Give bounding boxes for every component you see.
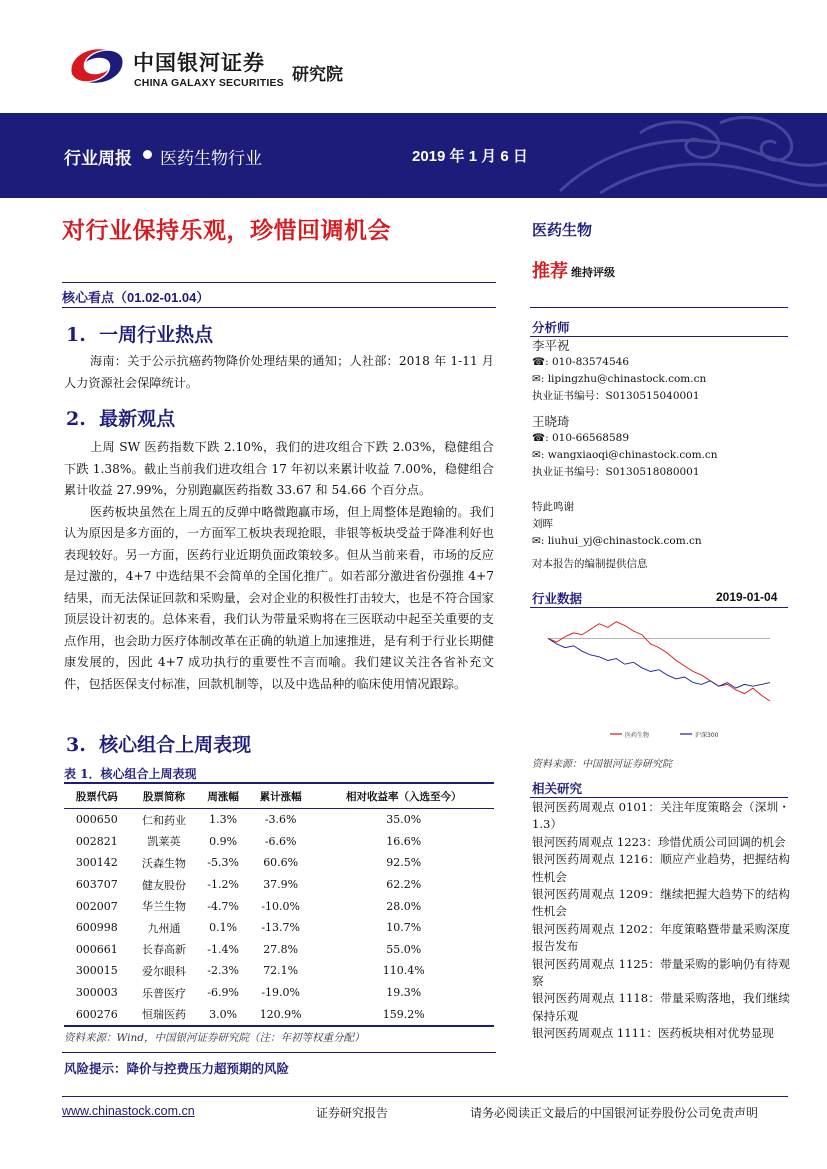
footer-disclaimer: 请务必阅读正文最后的中国银河证券股份公司免责声明 xyxy=(470,1106,759,1120)
chart-series-line xyxy=(548,622,770,701)
table-cell: 35.0% xyxy=(386,813,422,827)
section-heading-3: 3. 核心组合上周表现 xyxy=(66,734,252,756)
table-cell: 凯莱英 xyxy=(147,835,181,849)
table-cell: 长春高新 xyxy=(142,943,186,957)
analyst-2: 王晓琦 ☎: 010-66568589 ✉: wangxiaoqi@chinastock.com.cn 执业证书编号：S0130518080001 xyxy=(532,412,790,481)
footer-url-link[interactable]: www.chinastock.com.cn xyxy=(62,1104,195,1118)
table-cell: 沃森生物 xyxy=(142,856,186,870)
section-heading-2: 2. 最新观点 xyxy=(66,408,176,430)
divider xyxy=(530,797,788,798)
portfolio-table xyxy=(64,782,494,1027)
divider xyxy=(62,282,496,283)
table-cell: -6.9% xyxy=(207,986,239,1000)
risk-warning: 风险提示：降价与控费压力超预期的风险 xyxy=(64,1061,290,1076)
table-cell: 600276 xyxy=(64,1003,130,1026)
divider xyxy=(530,607,788,608)
related-research-list xyxy=(532,799,790,1043)
table-header-row xyxy=(64,783,494,809)
table-cell: -2.3% xyxy=(207,964,239,978)
analyst-phone: 010-66568589 xyxy=(551,432,630,444)
related-item[interactable]: 银河医药周观点 1209：继续把握大趋势下的结构性机会 xyxy=(532,887,790,919)
company-name-en: CHINA GALAXY SECURITIES xyxy=(134,77,284,89)
related-item[interactable]: 银河医药周观点 1125：带量采购的影响仍有待观察 xyxy=(532,956,790,989)
acknowledgement: 特此鸣谢 刘晖 ✉: liuhui_yj@chinastock.com.cn 对本报告的编制提供信息 xyxy=(532,499,790,573)
table-cell: -4.7% xyxy=(207,899,239,913)
analyst-1: 李平祝 ☎: 010-83574546 ✉: lipingzhu@chinastock.com.cn 执业证书编号：S0130515040001 xyxy=(532,336,790,405)
table-cell: 92.5% xyxy=(386,856,422,870)
table-cell: 72.1% xyxy=(263,964,299,978)
rating-sub: 维持评级 xyxy=(571,266,615,279)
related-item[interactable]: 银河医药周观点 1118：带量采购落地，我们继续保持乐观 xyxy=(532,991,790,1023)
thanks-name: 刘晖 xyxy=(532,518,553,530)
table-row xyxy=(64,874,494,896)
analyst-phone: 010-83574546 xyxy=(551,356,630,368)
table-cell: 55.0% xyxy=(386,942,422,956)
table-cell: 19.3% xyxy=(386,986,422,1000)
table-cell: 10.7% xyxy=(386,921,422,935)
table-cell: 华兰生物 xyxy=(142,900,186,914)
report-type: 行业周报 xyxy=(64,149,132,169)
chart-source: 资料来源：中国银河证券研究院 xyxy=(532,759,672,770)
chart-series-line xyxy=(548,638,770,688)
divider xyxy=(62,1052,496,1053)
phone-icon: ☎ xyxy=(532,356,546,368)
table-cell: 乐普医疗 xyxy=(142,986,186,1000)
industry-data-heading: 行业数据 xyxy=(532,591,583,606)
report-headline: 对行业保持乐观，珍惜回调机会 xyxy=(62,217,391,244)
table-row xyxy=(64,831,494,853)
thanks-note: 对本报告的编制提供信息 xyxy=(532,558,648,570)
table-row xyxy=(64,1003,494,1026)
table-row xyxy=(64,895,494,917)
table-cell: -10.0% xyxy=(261,899,300,913)
table-cell: 3.0% xyxy=(198,1003,247,1026)
table-cell: 62.2% xyxy=(386,878,422,892)
table-cell: 恒瑞医药 xyxy=(130,1003,199,1026)
table-cell: 28.0% xyxy=(386,899,422,913)
industry-name: 医药生物行业 xyxy=(160,149,262,169)
table-cell: 九州通 xyxy=(147,921,181,935)
table-row xyxy=(64,917,494,939)
email-icon: ✉ xyxy=(532,535,541,547)
table-cell: 120.9% xyxy=(248,1003,314,1026)
analyst-cert: 执业证书编号：S0130518080001 xyxy=(532,466,700,478)
thanks-email[interactable]: liuhui_yj@chinastock.com.cn xyxy=(547,535,702,547)
table-cell: 16.6% xyxy=(386,834,422,848)
table-cell: -13.7% xyxy=(261,921,300,935)
table-cell: 002821 xyxy=(75,834,118,848)
footer-divider xyxy=(62,1096,788,1097)
email-icon: ✉ xyxy=(532,373,541,385)
email-icon: ✉ xyxy=(532,449,541,461)
chart-legend-label: 沪深300 xyxy=(695,732,719,739)
table-cell: 27.8% xyxy=(263,942,299,956)
rating-main: 推荐 xyxy=(532,261,568,282)
table-source: 资料来源：Wind，中国银河证券研究院（注：年初等权重分配） xyxy=(64,1032,365,1044)
analyst-name: 李平祝 xyxy=(532,338,570,353)
table-cell: -6.6% xyxy=(264,834,297,848)
section-1-body: 海南：关于公示抗癌药物降价处理结果的通知；人社部：2018 年 1-11 月人力资源社会保障统计。 xyxy=(64,354,494,390)
analyst-email[interactable]: lipingzhu@chinastock.com.cn xyxy=(547,373,707,385)
col-header: 周涨幅 xyxy=(198,783,247,809)
analyst-cert: 执业证书编号：S0130515040001 xyxy=(532,390,700,402)
table-cell: -5.3% xyxy=(207,856,239,870)
table-cell: -3.6% xyxy=(264,813,297,827)
table-row xyxy=(64,982,494,1004)
table-cell: -1.2% xyxy=(207,878,239,892)
related-item[interactable]: 银河医药周观点 0101：关注年度策略会（深圳・1.3） xyxy=(532,800,790,832)
chart-legend-label: 医药生物 xyxy=(625,732,650,739)
institute-label: 研究院 xyxy=(292,65,343,84)
section-2-body: 上周 SW 医药指数下跌 2.10%，我们的进攻组合下跌 2.03%，稳健组合下跌 1.38%。截止当前我们进攻组合 17 年初以来累计收益 7.00%，稳健组合累计收益 27.99%，分别跑赢医药指数 33.67 和 54.66 个百分点。 医药板块虽然在上周五的反弹中略微跑赢市场，但上周整体是跑输的。我们认为原因是多方面的，一方面军工板块表现抢眼，非银等板块受益于降准利好也表现较好。另一方面，医药行业近期负面政策较多。但从当前来看，市场的反应是过激的，4+7 中选结果不会简单的全国化推广。如若部分激进省份强推 4+7 结果，而无法保证回款和采购量，会对企业的积极性打击较大，也是不符合国家顶层设计初衷的。总体来看，我们认为带量采购将在三医联动中起至关重要的支点作用，也会助力医疗体制改革在正确的轨道上加速推进，是有利于行业长期健康发展的，因此 4+7 成功执行的重要性不言而喻。我们建议关注各省补充文件，包括医保支付标准，回款机制等，以及中选品种的临床使用情况跟踪。 xyxy=(64,440,494,691)
table-cell: -19.0% xyxy=(261,986,300,1000)
table-cell: 603707 xyxy=(75,878,118,892)
table-cell: 爱尔眼科 xyxy=(142,964,186,978)
galaxy-logo-icon xyxy=(66,44,128,88)
table-cell: 60.6% xyxy=(263,856,299,870)
table-cell: 300015 xyxy=(75,964,118,978)
analyst-email[interactable]: wangxiaoqi@chinastock.com.cn xyxy=(547,449,718,461)
footer-doc-type: 证券研究报告 xyxy=(316,1106,389,1120)
table-cell: 300142 xyxy=(75,856,118,870)
col-header: 股票简称 xyxy=(130,783,199,809)
table-cell: 0.9% xyxy=(209,834,238,848)
industry-chart xyxy=(530,612,788,744)
table-cell: 002007 xyxy=(75,899,118,913)
table-cell: 000661 xyxy=(75,942,118,956)
core-view-title: 核心看点（01.02-01.04） xyxy=(62,290,210,305)
section-heading-1: 1. 一周行业热点 xyxy=(66,324,214,346)
table-cell: 600998 xyxy=(75,921,118,935)
divider xyxy=(62,307,496,308)
analyst-name: 王晓琦 xyxy=(532,414,570,429)
sector-name: 医药生物 xyxy=(532,221,593,239)
table-row xyxy=(64,939,494,961)
col-header: 股票代码 xyxy=(64,783,130,809)
table-cell: 300003 xyxy=(75,986,118,1000)
analyst-heading: 分析师 xyxy=(532,320,570,335)
related-heading: 相关研究 xyxy=(532,781,583,796)
table-cell: 110.4% xyxy=(382,964,425,978)
table-row xyxy=(64,960,494,982)
col-header: 累计涨幅 xyxy=(248,783,314,809)
table-cell: 健友股份 xyxy=(142,878,186,892)
bullet-dot-icon xyxy=(143,150,152,159)
table-cell: -1.4% xyxy=(207,942,239,956)
table-cell: 仁和药业 xyxy=(142,813,186,827)
report-date: 2019 年 1 月 6 日 xyxy=(412,148,528,165)
table-row xyxy=(64,852,494,874)
col-header: 相对收益率（入选至今） xyxy=(313,783,494,809)
industry-data-date: 2019-01-04 xyxy=(716,590,778,604)
table-cell: 37.9% xyxy=(263,878,299,892)
thanks-label: 特此鸣谢 xyxy=(532,501,574,513)
table-row xyxy=(64,809,494,831)
related-item[interactable]: 银河医药周观点 1223：珍惜优质公司回调的机会 xyxy=(532,834,786,849)
table-cell: 0.1% xyxy=(209,921,238,935)
table-cell: 1.3% xyxy=(209,813,238,827)
related-item[interactable]: 银河医药周观点 1111：医药板块相对优势显现 xyxy=(532,1026,774,1041)
related-item[interactable]: 银河医药周观点 1202：年度策略暨带量采购深度报告发布 xyxy=(532,921,790,954)
table-cell: 000650 xyxy=(75,813,118,827)
table-title: 表 1．核心组合上周表现 xyxy=(64,767,197,781)
related-item[interactable]: 银河医药周观点 1216：顺应产业趋势，把握结构性机会 xyxy=(532,852,790,884)
divider xyxy=(530,307,788,308)
phone-icon: ☎ xyxy=(532,432,546,444)
company-name-cn: 中国银河证券 xyxy=(133,52,265,75)
table-cell: 159.2% xyxy=(313,1003,494,1026)
